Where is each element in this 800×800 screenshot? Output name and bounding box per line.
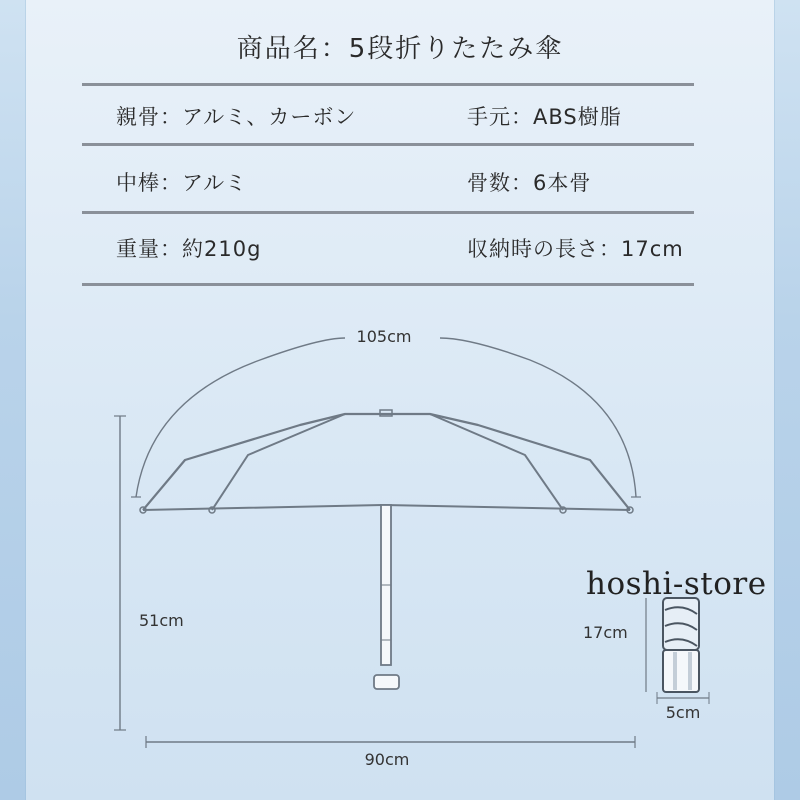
umbrella-rib (212, 414, 345, 510)
arc-dimension-line (136, 338, 345, 497)
umbrella-canopy (143, 414, 630, 510)
spec-folded-length: 収納時の長さ：17cm (467, 237, 684, 261)
spec-shaft-material: 中棒：アルミ (116, 171, 248, 195)
product-title: 商品名：5段折りたたみ傘 (236, 34, 564, 64)
folded-length-label: 17cm (583, 623, 628, 642)
width-label: 90cm (364, 750, 410, 769)
spec-weight: 重量：約210g (116, 237, 262, 261)
folded-width-label: 5cm (665, 703, 701, 722)
folded-umbrella-handle (663, 650, 699, 692)
store-watermark: hoshi-store (586, 566, 767, 602)
umbrella-rib (430, 414, 563, 510)
height-label: 51cm (139, 611, 184, 630)
spec-rib-count: 骨数：6本骨 (467, 171, 592, 195)
umbrella-handle (374, 675, 399, 689)
spec-handle-material: 手元：ABS樹脂 (467, 105, 622, 129)
spec-rib-material: 親骨：アルミ、カーボン (116, 105, 357, 129)
arc-length-label: 105cm (356, 327, 412, 346)
